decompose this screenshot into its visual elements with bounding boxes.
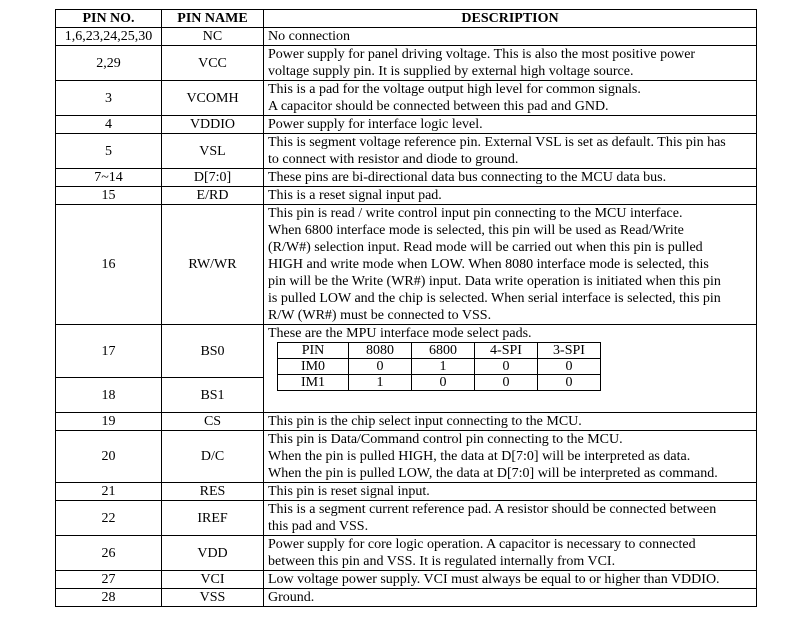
- table-row: [56, 116, 757, 134]
- pin-name: IREF: [162, 501, 264, 536]
- pin-name: RES: [162, 483, 264, 501]
- description-line: (R/W#) selection input. Read mode will be carried out when this pin is pulled: [268, 240, 703, 255]
- description-line: between this pin and VSS. It is regulated internally from VCI.: [268, 554, 616, 569]
- pin-description: [264, 187, 757, 205]
- description-line: A capacitor should be connected between this pad and GND.: [268, 99, 609, 114]
- pin-number: 19: [56, 413, 162, 431]
- interface-mode-table: [277, 342, 601, 391]
- description-line: No connection: [268, 29, 351, 44]
- mode-cell: 0: [538, 375, 601, 391]
- pin-number: 15: [56, 187, 162, 205]
- description-line: This is a segment current reference pad. A resistor should be connected between: [268, 502, 717, 517]
- pin-name: VDDIO: [162, 116, 264, 134]
- description-line: When the pin is pulled HIGH, the data at D[7:0] will be interpreted as data.: [268, 449, 691, 464]
- table-row: [56, 431, 757, 483]
- pin-number: 3: [56, 81, 162, 116]
- table-row: [56, 81, 757, 116]
- pin-description: [264, 589, 757, 607]
- description-line: voltage supply pin. It is supplied by external high voltage source.: [268, 64, 634, 79]
- table-row: [56, 169, 757, 187]
- pin-description: [264, 431, 757, 483]
- description-line: This is segment voltage reference pin. External VSL is set as default. This pin has: [268, 135, 726, 150]
- mode-table-row: [278, 359, 601, 375]
- description-line: this pad and VSS.: [268, 519, 369, 534]
- pin-number: 20: [56, 431, 162, 483]
- pin-name: VDD: [162, 536, 264, 571]
- pin-name: VCC: [162, 46, 264, 81]
- pin-description: [264, 134, 757, 169]
- pin-description: [264, 28, 757, 46]
- mode-cell: 0: [475, 375, 538, 391]
- description-line: to connect with resistor and diode to ground.: [268, 152, 519, 167]
- description-line: This is a reset signal input pad.: [268, 188, 442, 203]
- pin-name: VCOMH: [162, 81, 264, 116]
- table-row: [56, 413, 757, 431]
- description-line: Power supply for interface logic level.: [268, 117, 483, 132]
- mode-cell: 0: [538, 359, 601, 375]
- pin-name: D[7:0]: [162, 169, 264, 187]
- pin-description-table: [55, 9, 757, 607]
- table-row: [56, 325, 757, 378]
- description-line: This pin is the chip select input connecting to the MCU.: [268, 414, 582, 429]
- description-line: HIGH and write mode when LOW. When 8080 interface mode is selected, this: [268, 257, 709, 272]
- mode-table-row: [278, 375, 601, 391]
- pin-number: 18: [56, 378, 162, 413]
- description-line: This is a pad for the voltage output high level for common signals.: [268, 82, 641, 97]
- pin-description: [264, 81, 757, 116]
- pin-name: CS: [162, 413, 264, 431]
- description-line: This pin is reset signal input.: [268, 484, 430, 499]
- pin-number: 21: [56, 483, 162, 501]
- pin-description: [264, 501, 757, 536]
- description-line: These pins are bi-directional data bus connecting to the MCU data bus.: [268, 170, 667, 185]
- description-line: Power supply for panel driving voltage. This is also the most positive power: [268, 47, 696, 62]
- description-line: When 6800 interface mode is selected, this pin will be used as Read/Write: [268, 223, 684, 238]
- pin-number: 26: [56, 536, 162, 571]
- description-line: This pin is Data/Command control pin connecting to the MCU.: [268, 432, 623, 447]
- table-row: [56, 483, 757, 501]
- pin-name: VSS: [162, 589, 264, 607]
- pin-description: [264, 325, 757, 413]
- mode-cell: 0: [412, 375, 475, 391]
- header-description: DESCRIPTION: [264, 10, 757, 28]
- pin-description: [264, 46, 757, 81]
- mode-cell: 1: [349, 375, 412, 391]
- pin-description: [264, 169, 757, 187]
- table-row: [56, 571, 757, 589]
- description-line: Power supply for core logic operation. A capacitor is necessary to connected: [268, 537, 696, 552]
- table-row: [56, 501, 757, 536]
- mode-header-cell: 6800: [412, 343, 475, 359]
- mode-header-cell: 4-SPI: [475, 343, 538, 359]
- description-line: Ground.: [268, 590, 315, 605]
- description-line: Low voltage power supply. VCI must always be equal to or higher than VDDIO.: [268, 572, 720, 587]
- pin-number: 27: [56, 571, 162, 589]
- mode-table-header: [278, 343, 601, 359]
- pin-number: 7~14: [56, 169, 162, 187]
- mode-cell: IM1: [278, 375, 349, 391]
- mode-header-cell: 3-SPI: [538, 343, 601, 359]
- pin-number: 17: [56, 325, 162, 378]
- description-line: pin will be the Write (WR#) input. Data write operation is initiated when this pin: [268, 274, 721, 289]
- table-body-bottom: [56, 413, 757, 607]
- pin-name: BS0: [162, 325, 264, 378]
- pin-name: BS1: [162, 378, 264, 413]
- table-row: [56, 589, 757, 607]
- pin-number: 28: [56, 589, 162, 607]
- mode-header-cell: PIN: [278, 343, 349, 359]
- pin-number: 16: [56, 205, 162, 325]
- description-line: R/W (WR#) must be connected to VSS.: [268, 308, 492, 323]
- pin-number: 5: [56, 134, 162, 169]
- pin-number: 2,29: [56, 46, 162, 81]
- pin-name: D/C: [162, 431, 264, 483]
- description-line: is pulled LOW and the chip is selected. When serial interface is selected, this pin: [268, 291, 721, 306]
- description-line: This pin is read / write control input pin connecting to the MCU interface.: [268, 206, 683, 221]
- pin-name: VCI: [162, 571, 264, 589]
- pin-name: E/RD: [162, 187, 264, 205]
- pin-number: 4: [56, 116, 162, 134]
- mode-cell: 1: [412, 359, 475, 375]
- table-body-top: [56, 28, 757, 325]
- table-header-row: [56, 10, 757, 28]
- mode-cell: IM0: [278, 359, 349, 375]
- table-row: [56, 205, 757, 325]
- pin-description: [264, 571, 757, 589]
- pin-description: [264, 483, 757, 501]
- table-row: [56, 536, 757, 571]
- mode-cell: 0: [349, 359, 412, 375]
- mode-header-cell: 8080: [349, 343, 412, 359]
- table-row: [56, 187, 757, 205]
- pin-description: [264, 205, 757, 325]
- header-pin-name: PIN NAME: [162, 10, 264, 28]
- bs-section: [56, 325, 757, 413]
- table-row: [56, 28, 757, 46]
- pin-number: 1,6,23,24,25,30: [56, 28, 162, 46]
- pin-name: VSL: [162, 134, 264, 169]
- pin-description: [264, 413, 757, 431]
- mode-cell: 0: [475, 359, 538, 375]
- table-row: [56, 46, 757, 81]
- table-row: [56, 134, 757, 169]
- description-line: These are the MPU interface mode select pads.: [268, 326, 532, 341]
- description-line: When the pin is pulled LOW, the data at D[7:0] will be interpreted as command.: [268, 466, 718, 481]
- pin-name: NC: [162, 28, 264, 46]
- pin-number: 22: [56, 501, 162, 536]
- pin-description: [264, 536, 757, 571]
- pin-description: [264, 116, 757, 134]
- header-pin-no: PIN NO.: [56, 10, 162, 28]
- pin-name: RW/WR: [162, 205, 264, 325]
